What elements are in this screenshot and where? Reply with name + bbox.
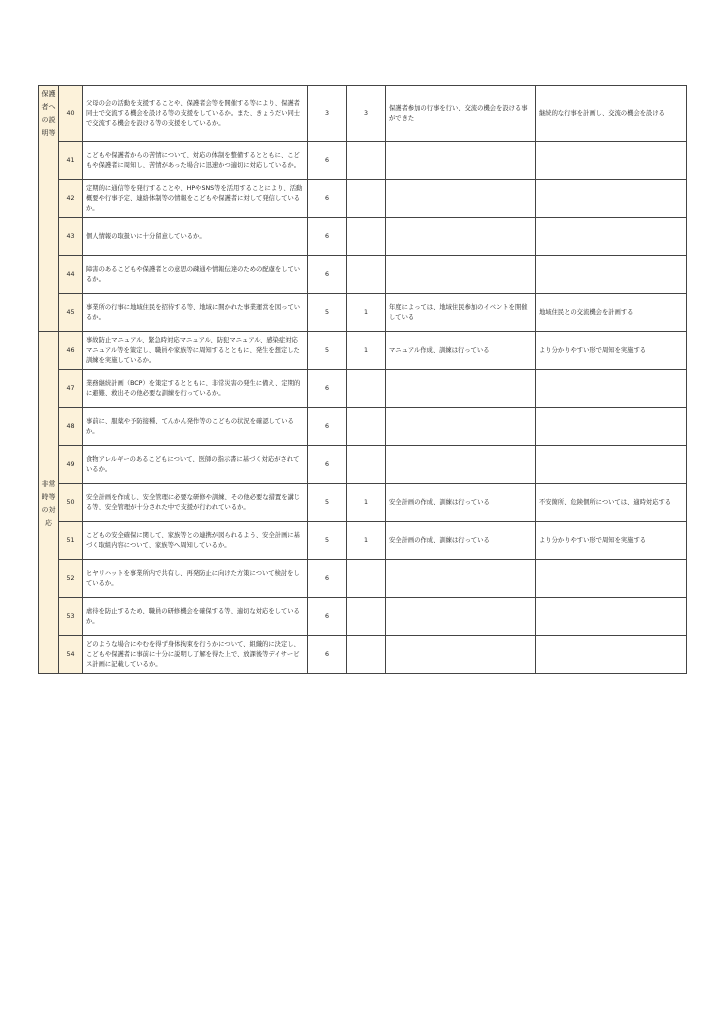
item-question: 事業所の行事に地域住民を招待する等、地域に開かれた事業運営を図っているか。 (83, 294, 308, 332)
item-number: 50 (59, 484, 83, 522)
count-yes: 6 (308, 218, 347, 256)
item-question: どのような場合にやむを得ず身体拘束を行うかについて、組織的に決定し、こどもや保護者に事前に十分に説明し了解を得た上で、放課後等デイサービス計画に記載しているか。 (83, 636, 308, 674)
item-plan (536, 560, 687, 598)
self-evaluation-table (38, 85, 687, 674)
item-question: こどもの安全確保に関して、家族等との連携が図られるよう、安全計画に基づく取組内容について、家族等へ周知しているか。 (83, 522, 308, 560)
item-plan (536, 180, 687, 218)
table-row (39, 598, 687, 636)
item-plan (536, 218, 687, 256)
count-other: 1 (347, 484, 386, 522)
table-row (39, 180, 687, 218)
count-other: 1 (347, 522, 386, 560)
count-other: 1 (347, 294, 386, 332)
item-question: 虐待を防止するため、職員の研修機会を確保する等、適切な対応をしているか。 (83, 598, 308, 636)
count-yes: 3 (308, 86, 347, 142)
item-number: 51 (59, 522, 83, 560)
item-question: 事故防止マニュアル、緊急時対応マニュアル、防犯マニュアル、感染症対応マニュアル等を策定し、職員や家族等に周知するとともに、発生を想定した訓練を実施しているか。 (83, 332, 308, 370)
count-yes: 5 (308, 294, 347, 332)
count-yes: 5 (308, 332, 347, 370)
section-label-parents: 保護者への説明等 (39, 86, 59, 332)
table-row (39, 294, 687, 332)
table-row (39, 332, 687, 370)
count-yes: 6 (308, 370, 347, 408)
item-number: 43 (59, 218, 83, 256)
table-row (39, 408, 687, 446)
item-comment (386, 142, 536, 180)
count-other (347, 408, 386, 446)
item-number: 42 (59, 180, 83, 218)
item-number: 40 (59, 86, 83, 142)
count-yes: 6 (308, 180, 347, 218)
item-comment: 安全計画の作成、訓練は行っている (386, 522, 536, 560)
item-question: 安全計画を作成し、安全管理に必要な研修や訓練、その他必要な措置を講じる等、安全管理が十分された中で支援が行われているか。 (83, 484, 308, 522)
count-yes: 6 (308, 142, 347, 180)
item-number: 48 (59, 408, 83, 446)
table-row (39, 370, 687, 408)
item-number: 44 (59, 256, 83, 294)
count-other (347, 598, 386, 636)
table-row (39, 636, 687, 674)
item-plan (536, 636, 687, 674)
item-question: 事前に、服薬や予防接種、てんかん発作等のこどもの状況を確認しているか。 (83, 408, 308, 446)
count-yes: 6 (308, 636, 347, 674)
item-plan (536, 256, 687, 294)
item-number: 46 (59, 332, 83, 370)
item-plan (536, 446, 687, 484)
count-yes: 6 (308, 446, 347, 484)
count-other: 1 (347, 332, 386, 370)
table-row (39, 484, 687, 522)
item-question: 業務継続計画（BCP）を策定するとともに、非常災害の発生に備え、定期的に避難、救出その他必要な訓練を行っているか。 (83, 370, 308, 408)
count-other (347, 636, 386, 674)
table-row (39, 86, 687, 142)
table-row (39, 218, 687, 256)
count-yes: 5 (308, 522, 347, 560)
item-comment: 年度によっては、地域住民参加のイベントを開催している (386, 294, 536, 332)
item-comment: マニュアル作成、訓練は行っている (386, 332, 536, 370)
count-other (347, 560, 386, 598)
item-comment (386, 636, 536, 674)
item-comment (386, 370, 536, 408)
table-row (39, 522, 687, 560)
count-other (347, 218, 386, 256)
item-question: 父母の会の活動を支援することや、保護者会等を開催する等により、保護者同士で交流する機会を設ける等の支援をしているか。また、きょうだい同士で交流する機会を設ける等の支援をしているか。 (83, 86, 308, 142)
item-plan: より分かりやすい形で周知を実施する (536, 332, 687, 370)
item-question: ヒヤリハットを事業所内で共有し、再発防止に向けた方策について検討をしているか。 (83, 560, 308, 598)
item-comment (386, 598, 536, 636)
item-plan (536, 370, 687, 408)
item-number: 45 (59, 294, 83, 332)
item-plan (536, 598, 687, 636)
count-other (347, 256, 386, 294)
item-question: 障害のあるこどもや保護者との意思の疎通や情報伝達のための配慮をしているか。 (83, 256, 308, 294)
item-question: 定期的に通信等を発行することや、HPやSNS等を活用することにより、活動概要や行事予定、連絡体制等の情報をこどもや保護者に対して発信しているか。 (83, 180, 308, 218)
item-number: 54 (59, 636, 83, 674)
item-comment: 安全計画の作成、訓練は行っている (386, 484, 536, 522)
item-plan: 地域住民との交流機会を計画する (536, 294, 687, 332)
item-plan: 不安箇所、危険個所については、適時対応する (536, 484, 687, 522)
count-yes: 5 (308, 484, 347, 522)
count-other (347, 180, 386, 218)
table-row (39, 560, 687, 598)
item-question: こどもや保護者からの苦情について、対応の体制を整備するとともに、こどもや保護者に周知し、苦情があった場合に迅速かつ適切に対応しているか。 (83, 142, 308, 180)
item-number: 41 (59, 142, 83, 180)
item-plan (536, 142, 687, 180)
count-other (347, 446, 386, 484)
item-comment (386, 446, 536, 484)
count-yes: 6 (308, 560, 347, 598)
item-plan: より分かりやすい形で周知を実施する (536, 522, 687, 560)
count-yes: 6 (308, 408, 347, 446)
table-row (39, 256, 687, 294)
item-comment (386, 256, 536, 294)
item-number: 49 (59, 446, 83, 484)
item-plan (536, 408, 687, 446)
count-yes: 6 (308, 256, 347, 294)
item-comment (386, 180, 536, 218)
item-comment (386, 218, 536, 256)
item-number: 47 (59, 370, 83, 408)
count-other: 3 (347, 86, 386, 142)
item-number: 52 (59, 560, 83, 598)
count-yes: 6 (308, 598, 347, 636)
count-other (347, 142, 386, 180)
item-comment (386, 560, 536, 598)
item-plan: 継続的な行事を計画し、交流の機会を設ける (536, 86, 687, 142)
item-number: 53 (59, 598, 83, 636)
table-row (39, 446, 687, 484)
section-label-emergency: 非常時等の対応 (39, 332, 59, 674)
count-other (347, 370, 386, 408)
item-question: 食物アレルギーのあるこどもについて、医師の指示書に基づく対応がされているか。 (83, 446, 308, 484)
evaluation-sheet (38, 85, 686, 674)
item-comment (386, 408, 536, 446)
table-row (39, 142, 687, 180)
item-question: 個人情報の取扱いに十分留意しているか。 (83, 218, 308, 256)
item-comment: 保護者参加の行事を行い、交流の機会を設ける事ができた (386, 86, 536, 142)
